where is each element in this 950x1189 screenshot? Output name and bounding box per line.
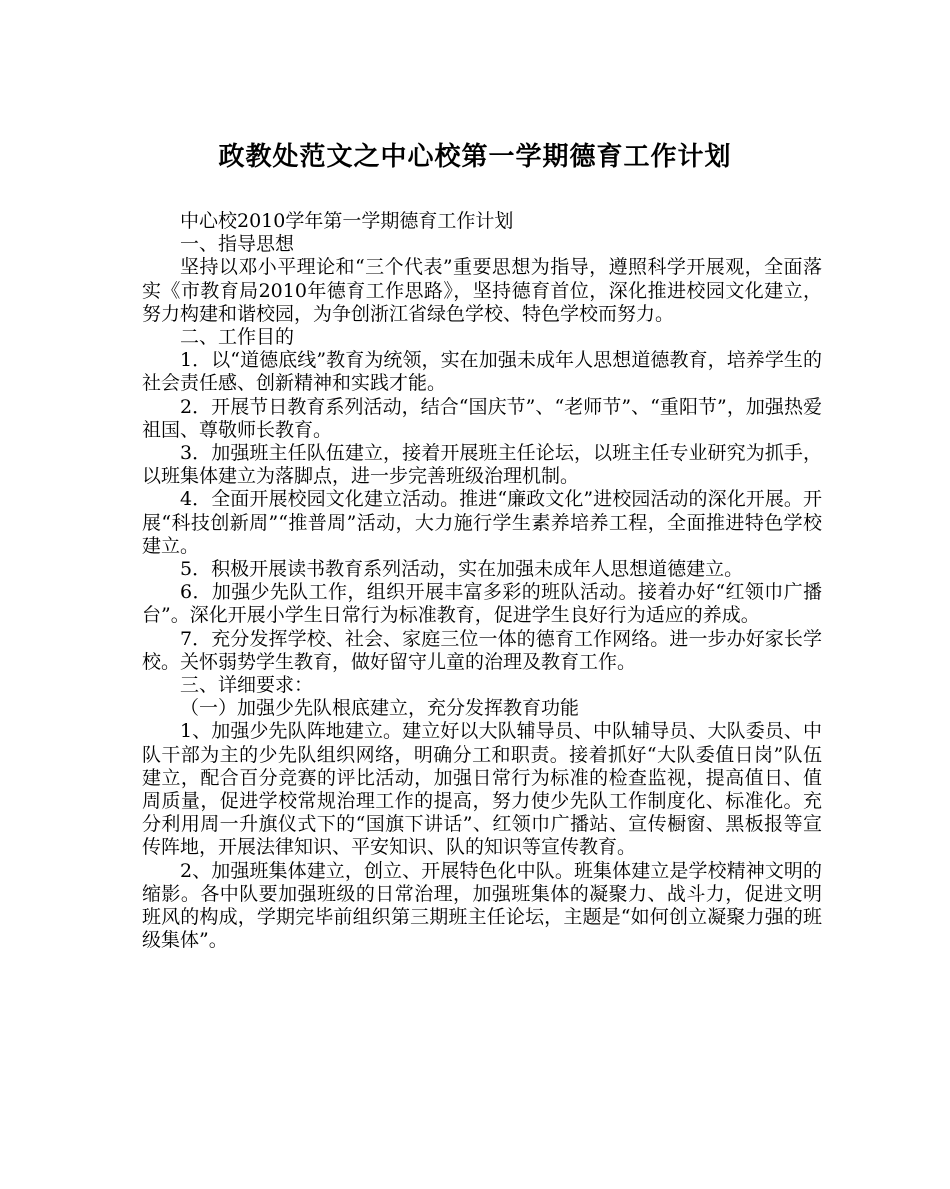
- section-heading: 三、详细要求：: [180, 674, 314, 697]
- paragraph: 1、加强少先队阵地建立。建立好以大队辅导员、中队辅导员、大队委员、中队干部为主的少先队组织网络，明确分工和职责。接着抓好“大队委值日岗”队伍建立，配合百分竞赛的评比活动，加强日常行为标准的检查监视，提高值日、值周质量，促进学校常规治理工作的提高，努力使少先队工作制度化、标准化。充分利用周一升旗仪式下的“国旗下讲话”、红领巾广播站、宣传橱窗、黑板报等宣传阵地，开展法律知识、平安知识、队的知识等宣传教育。: [142, 720, 822, 859]
- paragraph: 5．积极开展读书教育系列活动，实在加强未成年人思想道德建立。: [180, 558, 744, 581]
- document-title: 政教处范文之中心校第一学期德育工作计划: [218, 142, 732, 172]
- document-body: [142, 210, 822, 953]
- section-heading: 一、指导思想: [180, 233, 295, 256]
- paragraph: 4．全面开展校园文化建立活动。推进“廉政文化”进校园活动的深化开展。开展“科技创新周”“推普周”活动，大力施行学生素养培养工程，全面推进特色学校建立。: [142, 488, 822, 557]
- paragraph: 2．开展节日教育系列活动，结合“国庆节”、“老师节”、“重阳节”，加强热爱祖国、尊敬师长教育。: [142, 395, 822, 441]
- paragraph: 6．加强少先队工作，组织开展丰富多彩的班队活动。接着办好“红领巾广播台”。深化开展小学生日常行为标准教育，促进学生良好行为适应的养成。: [142, 581, 822, 627]
- paragraph: 坚持以邓小平理论和“三个代表”重要思想为指导，遵照科学开展观，全面落实《市教育局2010年德育工作思路》，坚持德育首位，深化推进校园文化建立，努力构建和谐校园，为争创浙江省绿色学校、特色学校而努力。: [142, 256, 822, 325]
- subsection-heading: （一）加强少先队根底建立，充分发挥教育功能: [180, 697, 580, 720]
- paragraph: 2、加强班集体建立，创立、开展特色化中队。班集体建立是学校精神文明的缩影。各中队要加强班级的日常治理，加强班集体的凝聚力、战斗力，促进文明班风的构成，学期完毕前组织第三期班主任论坛，主题是“如何创立凝聚力强的班级集体”。: [142, 859, 822, 952]
- paragraph: 中心校2010学年第一学期德育工作计划: [180, 210, 514, 232]
- paragraph: 3．加强班主任队伍建立，接着开展班主任论坛，以班主任专业研究为抓手，以班集体建立为落脚点，进一步完善班级治理机制。: [142, 442, 822, 488]
- paragraph: 7．充分发挥学校、社会、家庭三位一体的德育工作网络。进一步办好家长学校。关怀弱势学生教育，做好留守儿童的治理及教育工作。: [142, 627, 822, 673]
- section-heading: 二、工作目的: [180, 326, 295, 349]
- paragraph: 1．以“道德底线”教育为统领，实在加强未成年人思想道德教育，培养学生的社会责任感、创新精神和实践才能。: [142, 349, 822, 395]
